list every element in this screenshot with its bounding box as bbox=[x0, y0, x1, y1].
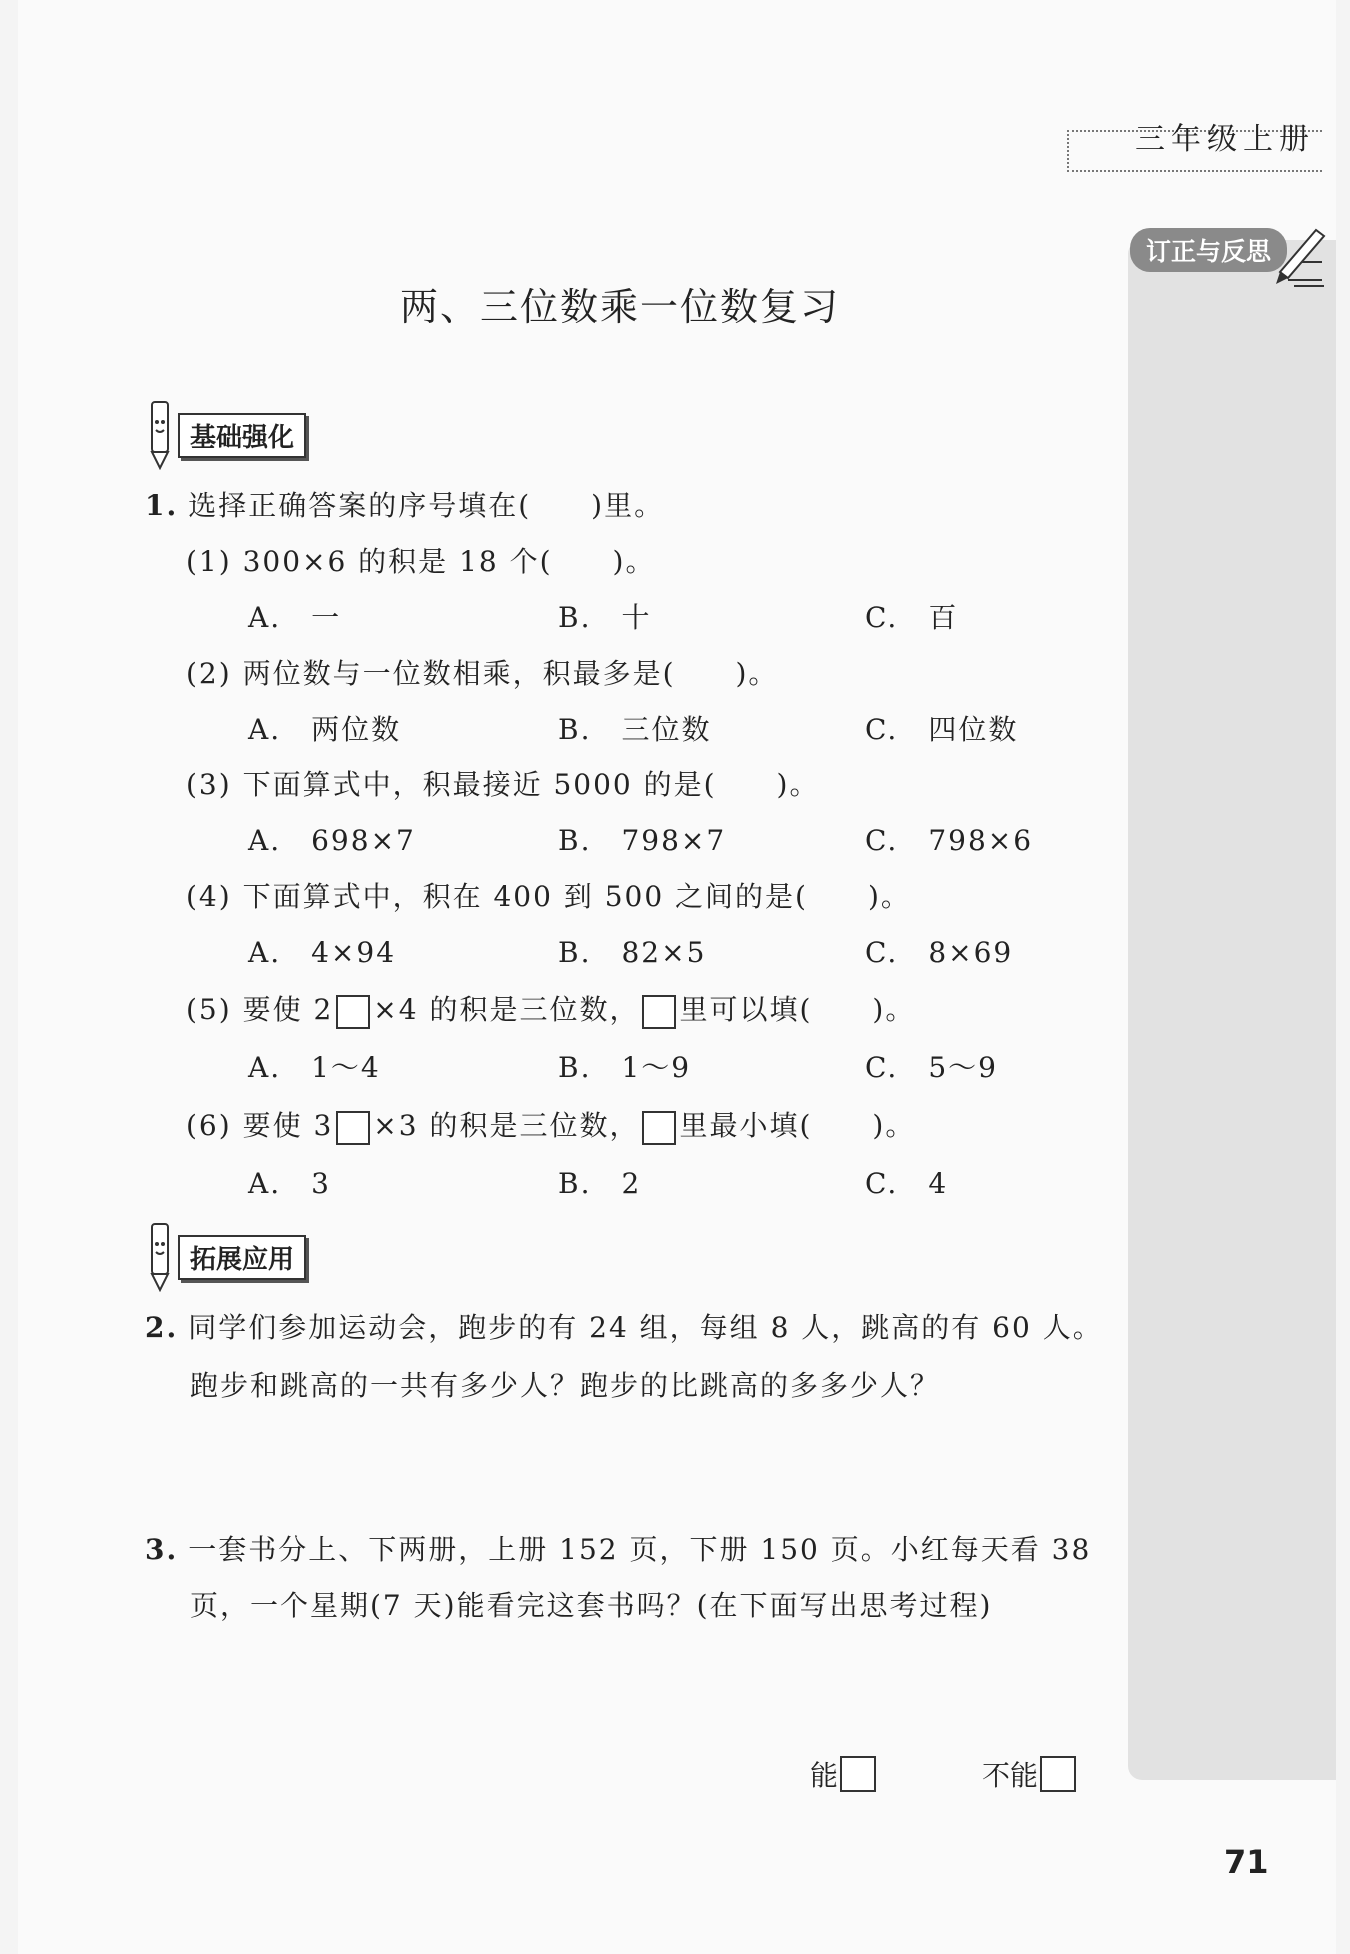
grade-label: 三年级上册 bbox=[1135, 122, 1315, 157]
q1-item-3-option-a: A. 698×7 bbox=[248, 824, 416, 857]
correction-panel bbox=[1128, 240, 1336, 1780]
answer-yes-checkbox[interactable] bbox=[840, 1756, 876, 1792]
q1-item-6-option-c: C. 4 bbox=[865, 1167, 949, 1200]
q1-item-5-option-a: A. 1～4 bbox=[248, 1051, 381, 1084]
question-number: 3. bbox=[145, 1533, 179, 1566]
correction-panel-label: 订正与反思 bbox=[1130, 228, 1287, 272]
section-label: 拓展应用 bbox=[178, 1235, 306, 1280]
q1-item-2-option-c: C. 四位数 bbox=[865, 713, 1019, 746]
answer-box[interactable] bbox=[642, 1111, 676, 1145]
question-2-line-1 bbox=[145, 1306, 1103, 1346]
question-3-line-2: 页，一个星期(7 天)能看完这套书吗？(在下面写出思考过程) bbox=[190, 1589, 993, 1622]
q1-item-1-option-a: A. 一 bbox=[248, 601, 342, 634]
q1-item-6-option-a: A. 3 bbox=[248, 1167, 331, 1200]
q1-item-6-part-1: (6) 要使 3 bbox=[186, 1109, 334, 1142]
answer-no-checkbox[interactable] bbox=[1040, 1756, 1076, 1792]
q1-item-1-option-b: B. 十 bbox=[558, 601, 652, 634]
q1-item-6-option-b: B. 2 bbox=[558, 1167, 642, 1200]
q1-item-2: (2) 两位数与一位数相乘，积最多是( )。 bbox=[186, 657, 779, 690]
q1-item-1-option-c: C. 百 bbox=[865, 601, 959, 634]
question-3-line-1 bbox=[145, 1528, 1091, 1568]
q1-item-1: (1) 300×6 的积是 18 个( )。 bbox=[186, 545, 656, 578]
q1-item-3-option-c: C. 798×6 bbox=[865, 824, 1034, 857]
question-text: 选择正确答案的序号填在( )里。 bbox=[188, 489, 665, 522]
answer-yes-label: 能 bbox=[810, 1759, 839, 1792]
q1-item-5-option-b: B. 1～9 bbox=[558, 1051, 692, 1084]
q1-item-6-part-2: ×3 的积是三位数， bbox=[373, 1109, 640, 1142]
q1-item-5-part-3: 里可以填( )。 bbox=[679, 993, 916, 1026]
answer-box[interactable] bbox=[336, 1111, 370, 1145]
q1-item-5 bbox=[186, 988, 915, 1029]
question-1-stem bbox=[145, 484, 664, 524]
section-header-basic bbox=[148, 400, 306, 470]
q1-item-5-part-1: (5) 要使 2 bbox=[186, 993, 334, 1026]
pen-icon bbox=[1268, 222, 1328, 292]
answer-no bbox=[982, 1754, 1079, 1794]
page-title: 两、三位数乘一位数复习 bbox=[399, 285, 840, 329]
section-header-extend bbox=[148, 1222, 306, 1292]
q1-item-6-part-3: 里最小填( )。 bbox=[679, 1109, 916, 1142]
q1-item-4-option-c: C. 8×69 bbox=[865, 936, 1014, 969]
q1-item-4: (4) 下面算式中，积在 400 到 500 之间的是( )。 bbox=[186, 880, 911, 913]
question-number: 2. bbox=[145, 1311, 179, 1344]
q1-item-4-option-b: B. 82×5 bbox=[558, 936, 707, 969]
q1-item-4-option-a: A. 4×94 bbox=[248, 936, 397, 969]
pencil-mascot-icon bbox=[148, 1222, 174, 1292]
q1-item-2-option-b: B. 三位数 bbox=[558, 713, 712, 746]
pencil-mascot-icon bbox=[148, 400, 174, 470]
q1-item-6 bbox=[186, 1104, 915, 1145]
answer-box[interactable] bbox=[336, 995, 370, 1029]
q1-item-2-option-a: A. 两位数 bbox=[248, 713, 402, 746]
answer-yes bbox=[810, 1754, 879, 1794]
q1-item-5-part-2: ×4 的积是三位数， bbox=[373, 993, 640, 1026]
question-text: 一套书分上、下两册，上册 152 页，下册 150 页。小红每天看 38 bbox=[188, 1533, 1092, 1566]
question-2-line-2: 跑步和跳高的一共有多少人？跑步的比跳高的多多少人？ bbox=[190, 1369, 941, 1402]
q1-item-5-option-c: C. 5～9 bbox=[865, 1051, 998, 1084]
q1-item-3-option-b: B. 798×7 bbox=[558, 824, 727, 857]
page-number: 71 bbox=[1224, 1843, 1269, 1881]
question-text: 同学们参加运动会，跑步的有 24 组，每组 8 人，跳高的有 60 人。 bbox=[188, 1311, 1103, 1344]
question-number: 1. bbox=[145, 489, 179, 522]
q1-item-3: (3) 下面算式中，积最接近 5000 的是( )。 bbox=[186, 768, 820, 801]
answer-no-label: 不能 bbox=[982, 1759, 1039, 1792]
section-label: 基础强化 bbox=[178, 413, 306, 458]
answer-box[interactable] bbox=[642, 995, 676, 1029]
